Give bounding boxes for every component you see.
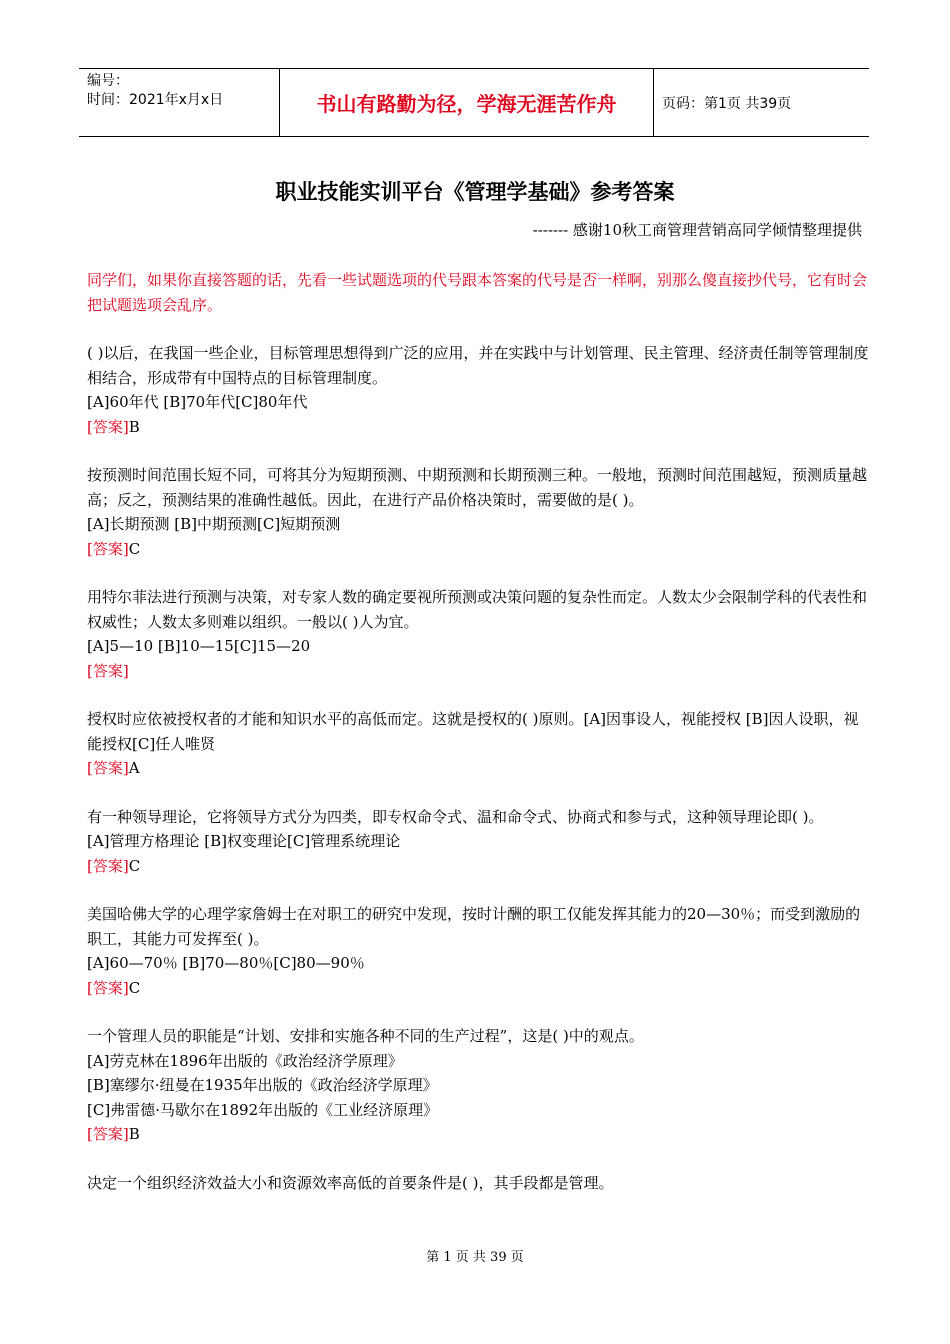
answer-value: C — [128, 856, 141, 875]
document-subtitle: ------- 感谢10秋工商管理营销高同学倾情整理提供 — [532, 221, 862, 239]
answer-line — [87, 1122, 872, 1147]
question-stem: 有一种领导理论，它将领导方式分为四类，即专权命令式、温和命令式、协商式和参与式，这种领导理论即( )。 — [87, 807, 824, 826]
document-body — [87, 268, 872, 1219]
header-page-code: 页码：第1页 共39页 — [662, 95, 792, 112]
question-stem: 用特尔菲法进行预测与决策，对专家人数的确定要视所预测或决策问题的复杂性而定。人数太少会限制学科的代表性和权威性；人数太多则难以组织。一般以( )人为宜。 — [87, 588, 868, 631]
document-header — [79, 68, 869, 137]
header-motto: 书山有路勤为径，学海无涯苦作舟 — [280, 69, 654, 136]
answer-line — [87, 756, 872, 781]
notice-text: 同学们，如果你直接答题的话，先看一些试题选项的代号跟本答案的代号是否一样啊，别那么傻直接抄代号，它有时会把试题选项会乱序。 — [87, 271, 868, 314]
answer-tag: [答案] — [87, 856, 129, 875]
question-stem: 决定一个组织经济效益大小和资源效率高低的首要条件是( )，其手段都是管理。 — [87, 1173, 614, 1192]
question-options: [A]劳克林在1896年出版的《政治经济学原理》 — [87, 1051, 403, 1070]
question-stem: 按预测时间范围长短不同，可将其分为短期预测、中期预测和长期预测三种。一般地，预测时间范围越短，预测质量越高；反之，预测结果的准确性越低。因此，在进行产品价格决策时，需要做的是( )。 — [87, 466, 868, 509]
answer-value: B — [128, 417, 140, 436]
answer-line — [87, 854, 872, 879]
answer-line — [87, 976, 872, 1001]
time-label: 时间：2021年x月x日 — [87, 92, 224, 108]
question-item — [87, 902, 872, 1000]
question-stem: ( )以后，在我国一些企业，目标管理思想得到广泛的应用，并在实践中与计划管理、民主管理、经济责任制等管理制度相结合，形成带有中国特点的目标管理制度。 — [87, 344, 869, 387]
question-options: [B]塞缪尔·纽曼在1935年出版的《政治经济学原理》 — [87, 1076, 438, 1094]
answer-line — [87, 415, 872, 440]
answer-tag: [答案] — [87, 978, 129, 997]
question-options: [C]弗雷德·马歇尔在1892年出版的《工业经济原理》 — [87, 1100, 439, 1119]
question-item — [87, 707, 872, 781]
question-stem: 美国哈佛大学的心理学家詹姆士在对职工的研究中发现，按时计酬的职工仅能发挥其能力的20—30％；而受到激励的职工，其能力可发挥至( )。 — [87, 905, 861, 948]
answer-value: C — [128, 978, 141, 997]
answer-tag: [答案] — [87, 417, 129, 436]
answer-value: C — [128, 539, 141, 558]
question-options: [A]管理方格理论 [B]权变理论[C]管理系统理论 — [87, 832, 401, 850]
question-item — [87, 463, 872, 561]
header-meta — [79, 69, 280, 136]
answer-tag: [答案] — [87, 1125, 129, 1143]
answer-value: B — [128, 1125, 140, 1143]
question-item — [87, 805, 872, 879]
question-list — [87, 341, 872, 1195]
question-options: [A]60年代 [B]70年代[C]80年代 — [87, 393, 308, 411]
answer-line — [87, 537, 872, 562]
question-item — [87, 585, 872, 683]
question-options: [A]5—10 [B]10—15[C]15—20 — [87, 637, 311, 655]
question-options: [A]长期预测 [B]中期预测[C]短期预测 — [87, 515, 341, 533]
page-footer: 第 1 页 共 39 页 — [426, 1250, 524, 1265]
question-stem: 授权时应依被授权者的才能和知识水平的高低而定。这就是授权的( )原则。[A]因事设人，视能授权 [B]因人设职，视能授权[C]任人唯贤 — [87, 710, 859, 753]
question-item — [87, 1024, 872, 1147]
question-item — [87, 341, 872, 439]
answer-tag: [答案] — [87, 759, 129, 777]
answer-tag: [答案] — [87, 539, 129, 558]
question-item — [87, 1171, 872, 1196]
answer-line — [87, 659, 872, 684]
answer-value: A — [128, 759, 140, 777]
answer-tag: [答案] — [87, 661, 129, 680]
question-stem: 一个管理人员的职能是“计划、安排和实施各种不同的生产过程”，这是( )中的观点。 — [87, 1027, 644, 1045]
question-options: [A]60—70％ [B]70—80％[C]80—90％ — [87, 954, 365, 972]
document-title: 职业技能实训平台《管理学基础》参考答案 — [275, 180, 675, 204]
number-label: 编号： — [87, 73, 129, 89]
